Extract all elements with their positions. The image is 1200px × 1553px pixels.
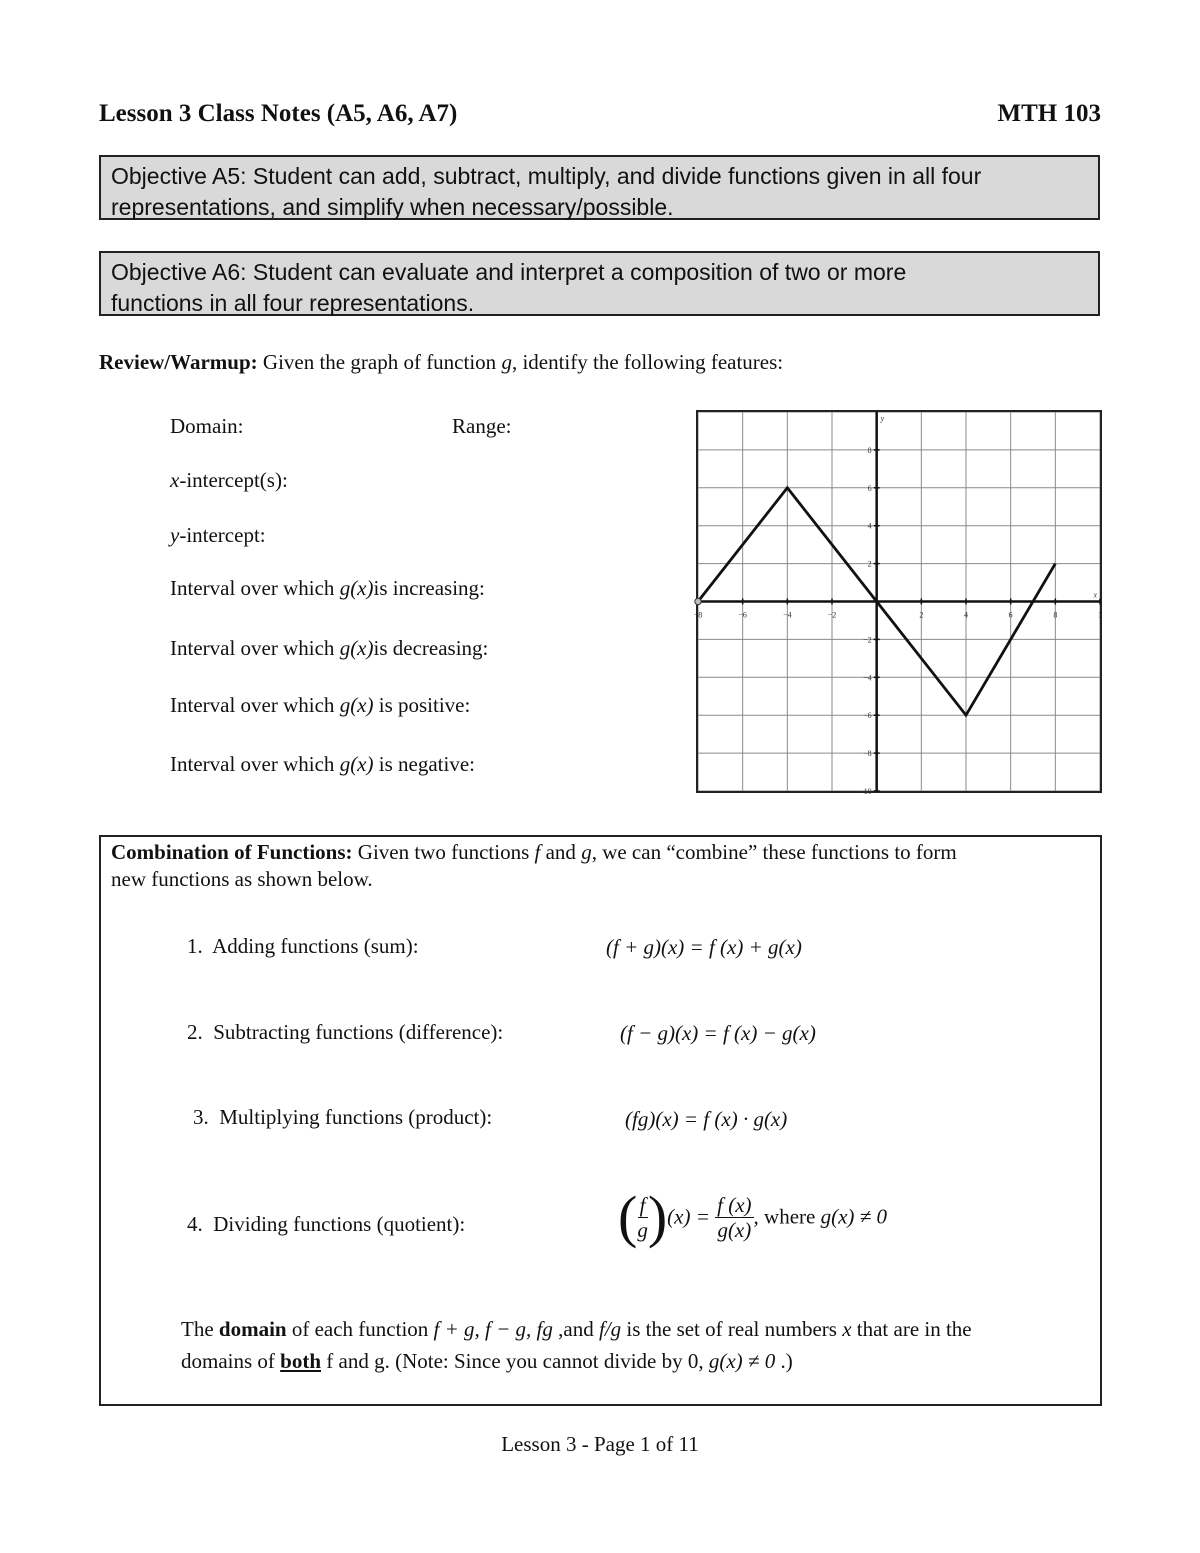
product-formula: (fg)(x) = f (x) · g(x) — [625, 1107, 788, 1131]
y-intercept-label — [170, 523, 266, 548]
decreasing-text: is decreasing: — [373, 636, 489, 660]
gx: g(x) — [339, 636, 374, 660]
quotient-comma: , — [753, 1204, 759, 1229]
domain-note-line1 — [181, 1317, 972, 1342]
function-g-graph — [693, 410, 1102, 796]
combination-intro-b: , we can “combine” these functions to form — [591, 840, 957, 864]
note-end: .) — [775, 1349, 793, 1373]
x-tick-label: 8 — [1053, 610, 1058, 620]
fx-over-gx — [715, 1193, 753, 1242]
x-tick-label: −8 — [693, 610, 703, 620]
combination-intro-a: Given two functions — [352, 840, 535, 864]
gx: g(x) — [339, 693, 374, 717]
gx: g(x) — [339, 576, 374, 600]
x-tick-label: 4 — [964, 610, 968, 620]
range-label: Range: — [452, 414, 512, 438]
y-tick-label: −2 — [863, 635, 872, 645]
item-label: Subtracting functions (difference): — [213, 1020, 504, 1044]
quotient-item — [187, 1212, 465, 1237]
objective-a5-line2: representations, and simplify when necessary/possible. — [111, 194, 674, 220]
sum-item — [187, 934, 419, 959]
note-and: ,and — [552, 1317, 599, 1341]
page-footer: Lesson 3 - Page 1 of 11 — [501, 1432, 699, 1456]
increasing-label — [170, 576, 485, 601]
y-tick-label: 8 — [867, 445, 872, 455]
note-text1: of each function — [286, 1317, 434, 1341]
note-cond: g(x) ≠ 0 — [708, 1349, 776, 1373]
interval-prefix: Interval over which — [170, 576, 340, 600]
note-the: The — [181, 1317, 219, 1341]
objective-a6-line2: functions in all four representations. — [111, 290, 475, 316]
note-fg-div: f/g — [598, 1317, 622, 1341]
y-tick-label: 6 — [867, 483, 872, 493]
objective-a5-line1: Objective A5: Student can add, subtract, multiply, and divide functions given in all four — [111, 163, 982, 189]
series-point — [695, 598, 701, 604]
gx: g(x) — [339, 752, 374, 776]
y-tick-label: 4 — [867, 521, 872, 531]
increasing-text: is increasing: — [373, 576, 485, 600]
frac-fx: f (x) — [717, 1192, 752, 1217]
x-intercept-text: -intercept(s): — [179, 468, 288, 492]
interval-prefix: Interval over which — [170, 693, 340, 717]
quotient-condition: g(x) ≠ 0 — [820, 1204, 887, 1229]
x-intercept-label — [170, 468, 288, 493]
x-var: x — [170, 468, 180, 492]
item-label: Multiplying functions (product): — [219, 1105, 493, 1129]
note-line2a: domains of — [181, 1349, 281, 1373]
item-number: 1. — [187, 934, 203, 958]
combination-intro-line2: new functions as shown below. — [111, 867, 373, 891]
note-x: x — [842, 1317, 852, 1341]
objective-a6-box — [99, 251, 1100, 316]
y-tick-label: −6 — [863, 711, 872, 721]
objective-a5-box — [99, 155, 1100, 220]
x-tick-label: −2 — [827, 610, 837, 620]
warmup-prompt — [99, 350, 783, 375]
objective-a6-line1: Objective A6: Student can evaluate and interpret a composition of two or more — [111, 259, 907, 285]
sum-formula: (f + g)(x) = f (x) + g(x) — [606, 935, 802, 959]
right-paren: ) — [647, 1184, 668, 1249]
x-tick-label: 2 — [919, 610, 924, 620]
g-var: g — [581, 840, 592, 864]
y-var: y — [170, 523, 180, 547]
frac-gx: g(x) — [717, 1217, 752, 1242]
item-number: 2. — [187, 1020, 203, 1044]
item-number: 4. — [187, 1212, 203, 1236]
y-tick-label: −4 — [863, 673, 872, 683]
y-axis-label: y — [880, 414, 885, 423]
f-var: f — [534, 840, 541, 864]
y-tick-label: −8 — [863, 749, 872, 759]
note-text2: is the set of real numbers — [621, 1317, 843, 1341]
note-domain: domain — [218, 1317, 287, 1341]
note-both: both — [280, 1349, 322, 1373]
product-item — [193, 1105, 492, 1130]
course-code: MTH 103 — [997, 100, 1101, 127]
where-word: where — [764, 1204, 816, 1229]
left-paren: ( — [618, 1184, 638, 1249]
warmup-text: Given the graph of function — [257, 350, 502, 374]
combination-title: Combination of Functions: — [111, 840, 353, 864]
note-line2b: f and g. (Note: Since you cannot divide by 0, — [321, 1349, 709, 1373]
positive-label — [170, 693, 470, 718]
frac-g: g — [637, 1217, 648, 1242]
difference-formula: (f − g)(x) = f (x) − g(x) — [620, 1021, 816, 1045]
item-label: Dividing functions (quotient): — [213, 1212, 466, 1236]
x-tick-label: −4 — [783, 610, 792, 620]
frac-f: f — [639, 1192, 646, 1217]
note-funcs: f + g, f − g, fg — [433, 1317, 553, 1341]
negative-label — [170, 752, 475, 777]
positive-text: is positive: — [373, 693, 471, 717]
x-tick-label: 6 — [1008, 610, 1013, 620]
combination-intro — [111, 840, 957, 865]
negative-text: is negative: — [373, 752, 475, 776]
difference-item — [187, 1020, 503, 1045]
x-axis-label: x — [1093, 590, 1097, 600]
warmup-text-end: , identify the following features: — [511, 350, 784, 374]
interval-prefix: Interval over which — [170, 636, 340, 660]
y-intercept-text: -intercept: — [179, 523, 266, 547]
y-tick-label: 2 — [867, 559, 872, 569]
decreasing-label — [170, 636, 488, 661]
interval-prefix: Interval over which — [170, 752, 340, 776]
note-text3: that are in the — [851, 1317, 972, 1341]
domain-note-line2 — [181, 1349, 793, 1374]
item-number: 3. — [193, 1105, 209, 1129]
item-label: Adding functions (sum): — [212, 934, 419, 958]
and-word: and — [540, 840, 582, 864]
quotient-formula — [618, 1184, 887, 1249]
y-tick-label: −10 — [859, 787, 872, 796]
quotient-x-equals: (x) = — [667, 1204, 710, 1229]
f-over-g — [637, 1193, 648, 1242]
domain-label: Domain: — [170, 414, 244, 438]
x-tick-label: −6 — [738, 610, 747, 620]
warmup-label: Review/Warmup: — [99, 350, 258, 374]
page-title: Lesson 3 Class Notes (A5, A6, A7) — [99, 100, 458, 127]
x-tick-label: 1 — [1098, 610, 1102, 620]
warmup-func: g — [501, 350, 512, 374]
